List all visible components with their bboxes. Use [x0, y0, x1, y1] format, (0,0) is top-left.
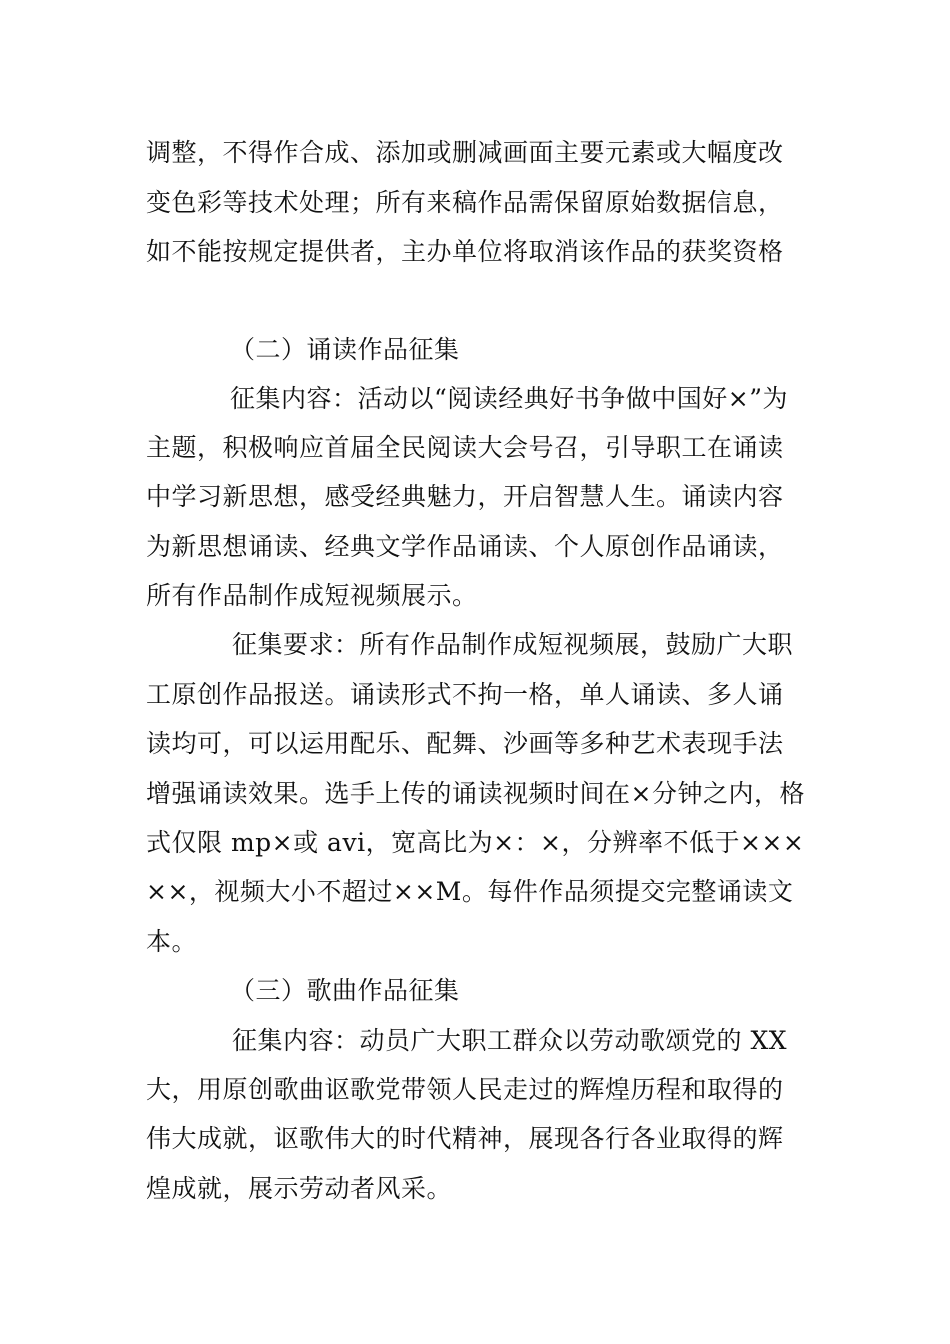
section-heading: （二）诵读作品征集	[230, 335, 460, 364]
paragraph-line: 变色彩等技术处理；所有来稿作品需保留原始数据信息，	[146, 188, 784, 217]
paragraph-line: 征集内容：动员广大职工群众以劳动歌颂党的 XX	[232, 1026, 788, 1055]
paragraph-line: ××，视频大小不超过××M。每件作品须提交完整诵读文	[146, 877, 794, 906]
paragraph-line: 煌成就，展示劳动者风采。	[146, 1174, 453, 1203]
paragraph-line: 为新思想诵读、经典文学作品诵读、个人原创作品诵读，	[146, 532, 784, 561]
paragraph-line: 式仅限 mp×或 avi，宽高比为×：×，分辨率不低于×××	[146, 828, 805, 857]
paragraph-line: 调整，不得作合成、添加或删减画面主要元素或大幅度改	[146, 138, 784, 167]
paragraph-line: 本。	[146, 927, 198, 956]
paragraph-line: 征集要求：所有作品制作成短视频展，鼓励广大职	[232, 630, 794, 659]
section-heading: （三）歌曲作品征集	[230, 976, 460, 1005]
paragraph-line: 工原创作品报送。诵读形式不拘一格，单人诵读、多人诵	[146, 680, 784, 709]
paragraph-line: 读均可，可以运用配乐、配舞、沙画等多种艺术表现手法	[146, 729, 784, 758]
paragraph-line: 所有作品制作成短视频展示。	[146, 581, 478, 610]
paragraph-line: 增强诵读效果。选手上传的诵读视频时间在×分钟之内，格	[146, 779, 805, 808]
paragraph-line: 伟大成就，讴歌伟大的时代精神，展现各行各业取得的辉	[146, 1124, 784, 1153]
paragraph-line: 中学习新思想，感受经典魅力，开启智慧人生。诵读内容	[146, 482, 784, 511]
paragraph-line: 如不能按规定提供者，主办单位将取消该作品的获奖资格	[146, 237, 784, 266]
paragraph-line: 大，用原创歌曲讴歌党带领人民走过的辉煌历程和取得的	[146, 1075, 784, 1104]
paragraph-line: 主题，积极响应首届全民阅读大会号召，引导职工在诵读	[146, 433, 784, 462]
paragraph-line: 征集内容：活动以“阅读经典好书争做中国好×”为	[230, 384, 789, 413]
